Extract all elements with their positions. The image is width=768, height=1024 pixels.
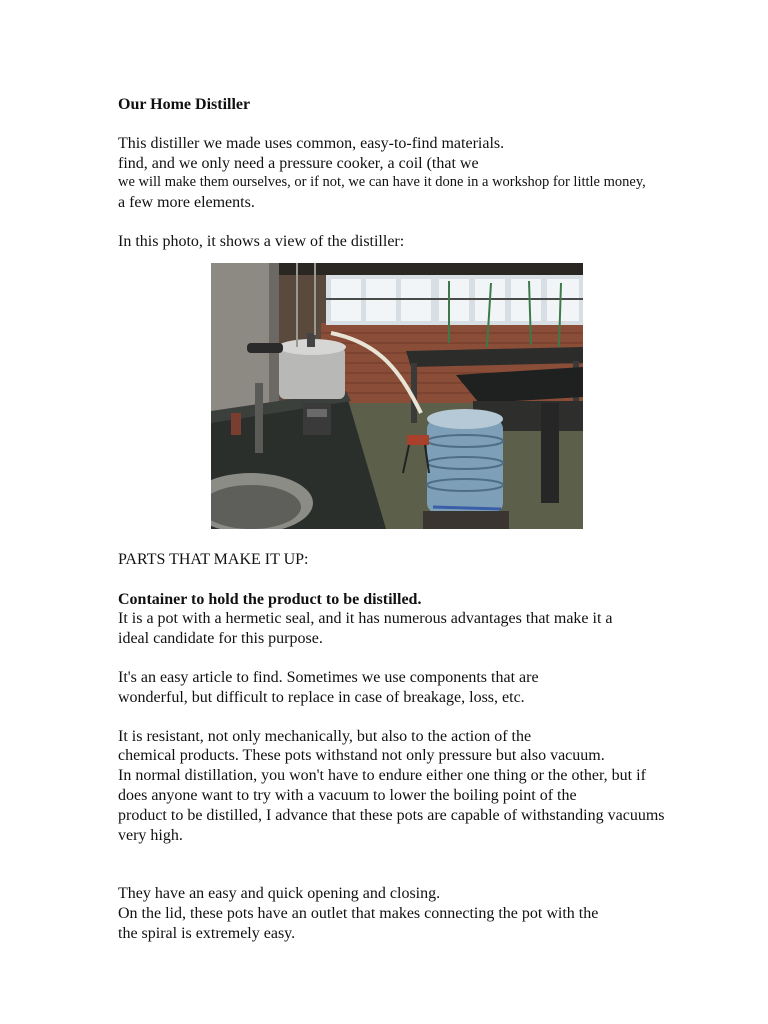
container-heading: Container to hold the product to be distilled. [118, 591, 422, 608]
intro-line: we will make them ourselves, or if not, we can have it done in a workshop for little money, [118, 174, 646, 190]
distiller-photo [211, 263, 583, 529]
paragraph-line: wonderful, but difficult to replace in case of breakage, loss, etc. [118, 689, 525, 706]
paragraph-line: It is a pot with a hermetic seal, and it has numerous advantages that make it a [118, 610, 613, 627]
paragraph-line: It's an easy article to find. Sometimes we use components that are [118, 669, 539, 686]
paragraph-line: On the lid, these pots have an outlet that makes connecting the pot with the [118, 905, 599, 922]
paragraph-line: ideal candidate for this purpose. [118, 630, 323, 647]
paragraph-line: product to be distilled, I advance that these pots are capable of withstanding vacuums [118, 807, 665, 824]
intro-line: This distiller we made uses common, easy-to-find materials. [118, 135, 505, 152]
parts-heading: PARTS THAT MAKE IT UP: [118, 551, 309, 568]
paragraph-line: They have an easy and quick opening and closing. [118, 885, 441, 902]
photo-caption: In this photo, it shows a view of the distiller: [118, 233, 405, 250]
paragraph-line: very high. [118, 827, 183, 844]
paragraph-line: It is resistant, not only mechanically, but also to the action of the [118, 728, 532, 745]
paragraph-line: does anyone want to try with a vacuum to lower the boiling point of the [118, 787, 577, 804]
distiller-photo-illustration [211, 263, 583, 529]
intro-line: find, and we only need a pressure cooker, a coil (that we [118, 155, 479, 172]
paragraph-line: chemical products. These pots withstand not only pressure but also vacuum. [118, 747, 605, 764]
paragraph-line: In normal distillation, you won't have to endure either one thing or the other, but if [118, 767, 646, 784]
paragraph-line: the spiral is extremely easy. [118, 925, 296, 942]
intro-line: a few more elements. [118, 194, 255, 211]
document-title: Our Home Distiller [118, 96, 251, 113]
